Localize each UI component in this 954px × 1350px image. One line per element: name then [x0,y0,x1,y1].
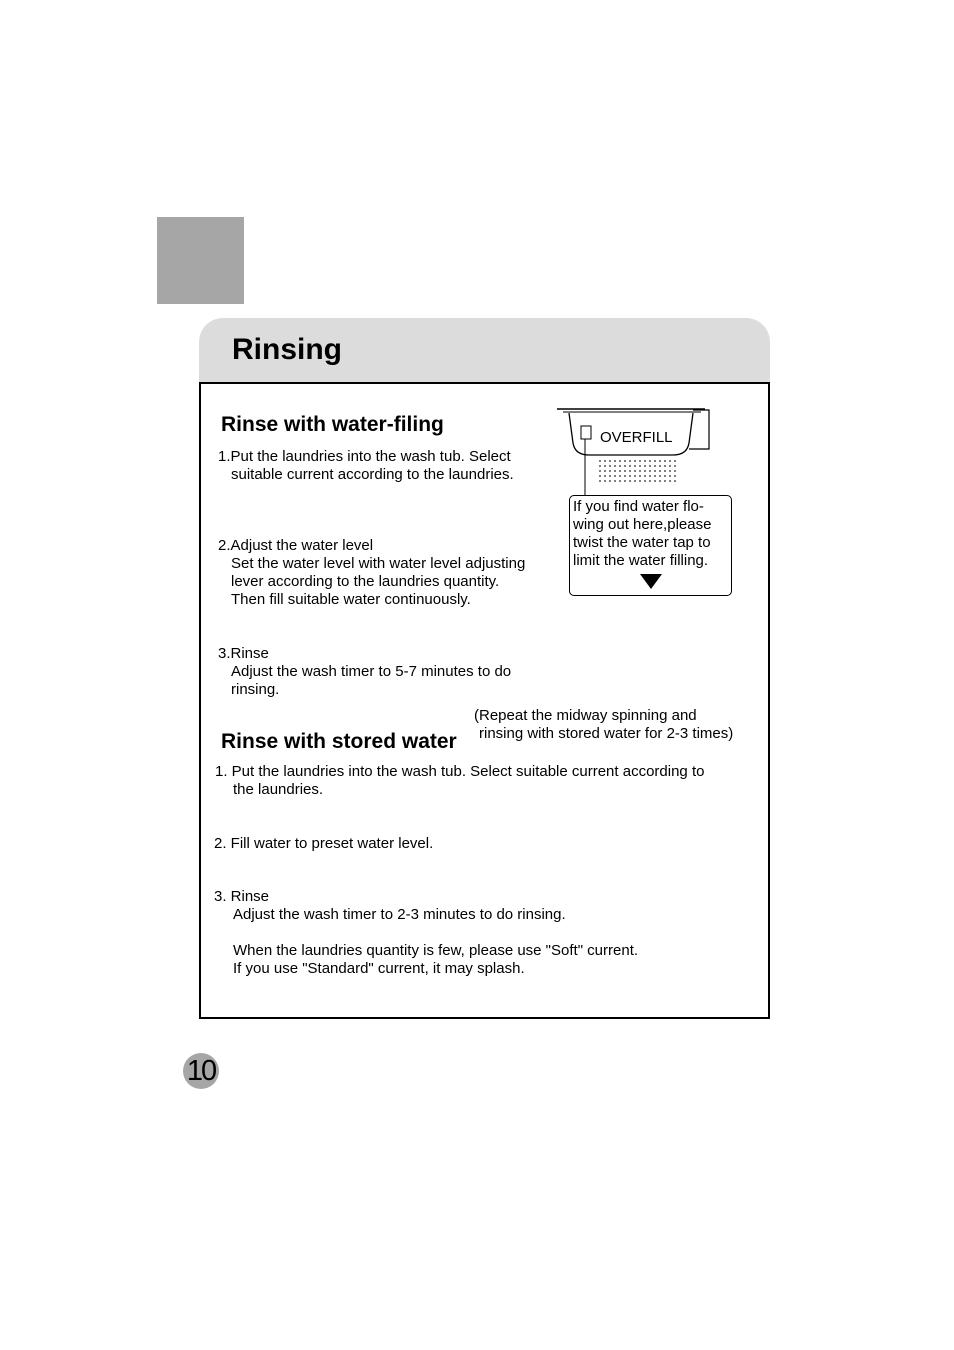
overfill-note-box [569,495,732,596]
page-title: Rinsing [232,333,342,366]
step3-title: 3.Rinse [218,645,269,662]
down-arrow-icon [640,574,662,590]
step2-line1: Set the water level with water level adjusting [231,555,526,572]
stored-step1-line1: 1. Put the laundries into the wash tub. Select suitable current according to [215,763,705,780]
section-marker-square [157,217,244,304]
section-heading-stored-water: Rinse with stored water [221,730,457,753]
stored-step1-line2: the laundries. [233,781,324,798]
stored-step3-line3: If you use "Standard" current, it may splash. [233,960,525,977]
overfill-label: OVERFILL [600,429,673,446]
step3-line1: Adjust the wash timer to 5-7 minutes to do [231,663,512,680]
stored-step2: 2. Fill water to preset water level. [214,835,434,852]
note-line-4: limit the water filling. [573,552,709,569]
note-line-2: wing out here,please [573,516,712,533]
step2-line3: Then fill suitable water continuously. [231,591,471,608]
overfill-tub-diagram [555,405,715,500]
stored-step3-title: 3. Rinse [214,888,270,905]
stored-step3-line2: When the laundries quantity is few, please use "Soft" current. [233,942,639,959]
repeat-note-line1: (Repeat the midway spinning and [474,707,697,724]
note-line-1: If you find water flo- [573,498,704,515]
page-number: 10 [183,1053,219,1089]
step1-line2: suitable current according to the laundries. [231,466,514,483]
step3-line2: rinsing. [231,681,280,698]
repeat-note-line2: rinsing with stored water for 2-3 times) [479,725,734,742]
step2-line2: lever according to the laundries quantity. [231,573,500,590]
section-heading-water-filling: Rinse with water-filing [221,413,444,436]
step1-line1: 1.Put the laundries into the wash tub. Select [218,448,511,465]
stored-step3-line1: Adjust the wash timer to 2-3 minutes to do rinsing. [233,906,566,923]
note-line-3: twist the water tap to [573,534,711,551]
step2-title: 2.Adjust the water level [218,537,374,554]
